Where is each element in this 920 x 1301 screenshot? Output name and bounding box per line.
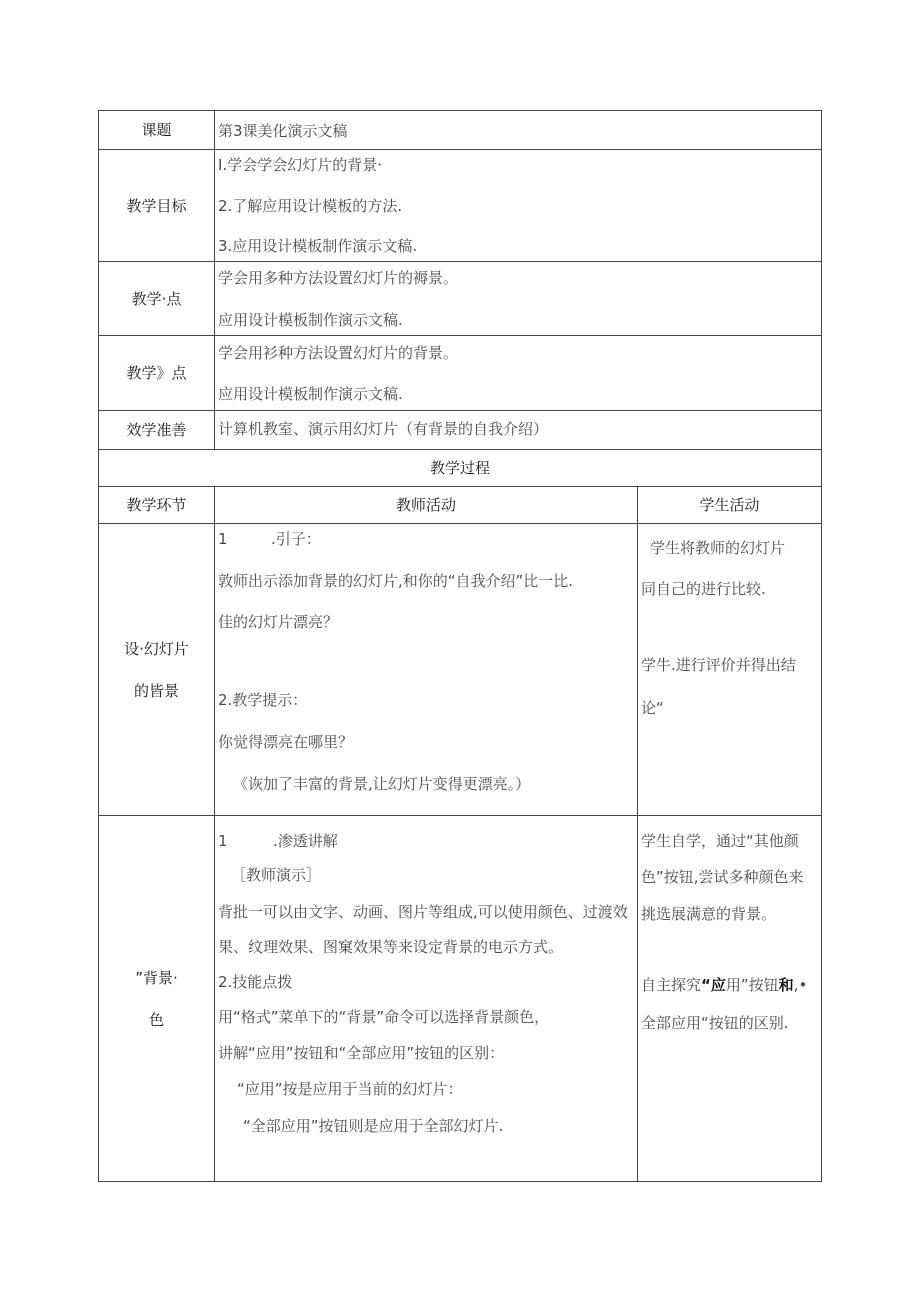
s1-student-line-2: 同自己的进行比较. (641, 580, 766, 598)
s1-student-line-3: 学牛.进行评价并得出结 (641, 656, 796, 674)
difficulty-label: 教学》点 (99, 336, 215, 411)
topic-value: 第3课美化演示文稿 (218, 122, 348, 140)
goal-item-3: 3.应用设计模板制作演示文稿. (218, 237, 418, 255)
goal-item-1: I.学会学会幻灯片的背景· (218, 156, 382, 174)
s2-teacher-line-4: 果、纹理效果、图窠效果等来设定背景的电示方式。 (218, 938, 564, 956)
col-stage-header: 教学环节 (99, 487, 215, 524)
section-1-stage-line-1: 设·幻灯片 (124, 639, 189, 658)
s1-teacher-num-1: 1 (218, 530, 228, 548)
goals-row (99, 150, 822, 262)
topic-row (99, 111, 822, 150)
s2-teacher-line-5: 2.技能点拨 (218, 973, 293, 991)
s2-student-line-4e: ,• (793, 976, 808, 994)
section-1-teacher (215, 524, 637, 815)
section-2-teacher (215, 816, 637, 1181)
s2-teacher-line-8: “应用”按是应用于当前的幻灯片： (237, 1080, 463, 1098)
difficulty-row (99, 336, 822, 411)
section-2-stage (99, 816, 215, 1182)
s2-student-line-4c: 用”按钮 (725, 976, 779, 994)
goals-label: 教学目标 (99, 150, 215, 262)
s2-student-line-4d: 和 (778, 976, 794, 994)
key-point-item-2: 应用设计模板制作演示文稿. (218, 311, 403, 329)
col-student-header: 学生活动 (638, 487, 822, 524)
section-2-stage-line-1: ”背景· (135, 968, 178, 987)
s1-teacher-line-4: 2.教学提示： (218, 691, 308, 709)
section-1-row (99, 524, 822, 816)
section-2-stage-line-2: 色 (148, 1010, 164, 1029)
s2-student-line-2: 色”按钮,尝试多种颜色来 (641, 868, 804, 886)
s1-teacher-line-2: 敦师出示添加背景的幻灯片,和你的“自我介绍”比一比. (218, 572, 574, 590)
s1-teacher-head-1: .引子： (271, 530, 321, 548)
key-point-label: 教学·点 (99, 262, 215, 336)
section-2-row (99, 816, 822, 1182)
prep-value: 计算机教室、演示用幻灯片（有背景的自我介绍） (218, 420, 549, 438)
s2-student-line-4a: 自主探究 (641, 976, 702, 994)
goal-item-2: 2.了解应用设计模板的方法. (218, 197, 403, 215)
difficulty-item-2: 应用设计模板制作演示文稿. (218, 385, 403, 403)
s1-student-line-1: 学生将教师的幻灯片 (650, 539, 786, 557)
s2-student-line-3: 挑选展满意的背景。 (641, 905, 777, 923)
s2-teacher-num-1: 1 (218, 832, 228, 850)
process-header-row (99, 487, 822, 524)
s2-teacher-head-1: .渗透讲解 (273, 832, 338, 850)
s1-teacher-line-6: 《诙加了丰富的背景,让幻灯片变得更漂亮。） (233, 775, 531, 793)
prep-label: 效学准善 (99, 411, 215, 450)
s2-teacher-line-3: 背批一可以由文字、动画、图片等组成,可以使用颜色、过渡效 (218, 903, 628, 921)
difficulty-item-1: 学会用衫种方法设置幻灯片的背景。 (218, 344, 459, 362)
s2-teacher-line-6: 用“格式”菜单下的“背景”命令可以选择背景颜色， (218, 1008, 550, 1026)
section-1-student (638, 524, 821, 815)
topic-label: 课题 (99, 111, 215, 150)
s2-student-line-4 (641, 975, 807, 995)
lesson-plan-table (98, 110, 822, 1182)
key-point-item-1: 学会用多种方法设置幻灯片的褥景。 (218, 269, 459, 287)
col-teacher-header: 教师活动 (215, 487, 638, 524)
section-2-student (638, 816, 821, 1181)
s2-teacher-line-7: 讲解“应用”按钮和“全部应用”按钮的区别： (218, 1044, 505, 1062)
s1-teacher-line-5: 你觉得漂亮在哪里？ (218, 733, 354, 751)
s2-student-line-1: 学生自学，通过“其他颜 (641, 832, 799, 850)
s1-teacher-line-3: 佳的幻灯片漂亮？ (218, 613, 339, 631)
s2-student-line-5: 全部应用“按钮的区别. (641, 1014, 789, 1032)
section-1-stage (99, 524, 215, 816)
s2-student-line-4b: “应 (701, 976, 726, 994)
prep-row (99, 411, 822, 450)
process-title: 教学过程 (99, 450, 822, 487)
s2-teacher-line-9: “全部应用”按钮则是应用于全部幻灯片. (243, 1117, 504, 1135)
key-point-row (99, 262, 822, 336)
s2-teacher-line-2: ［教师演示］ (231, 866, 322, 884)
process-title-row (99, 450, 822, 487)
s1-student-line-4: 论“ (641, 699, 664, 717)
section-1-stage-line-2: 的皆景 (133, 681, 179, 700)
